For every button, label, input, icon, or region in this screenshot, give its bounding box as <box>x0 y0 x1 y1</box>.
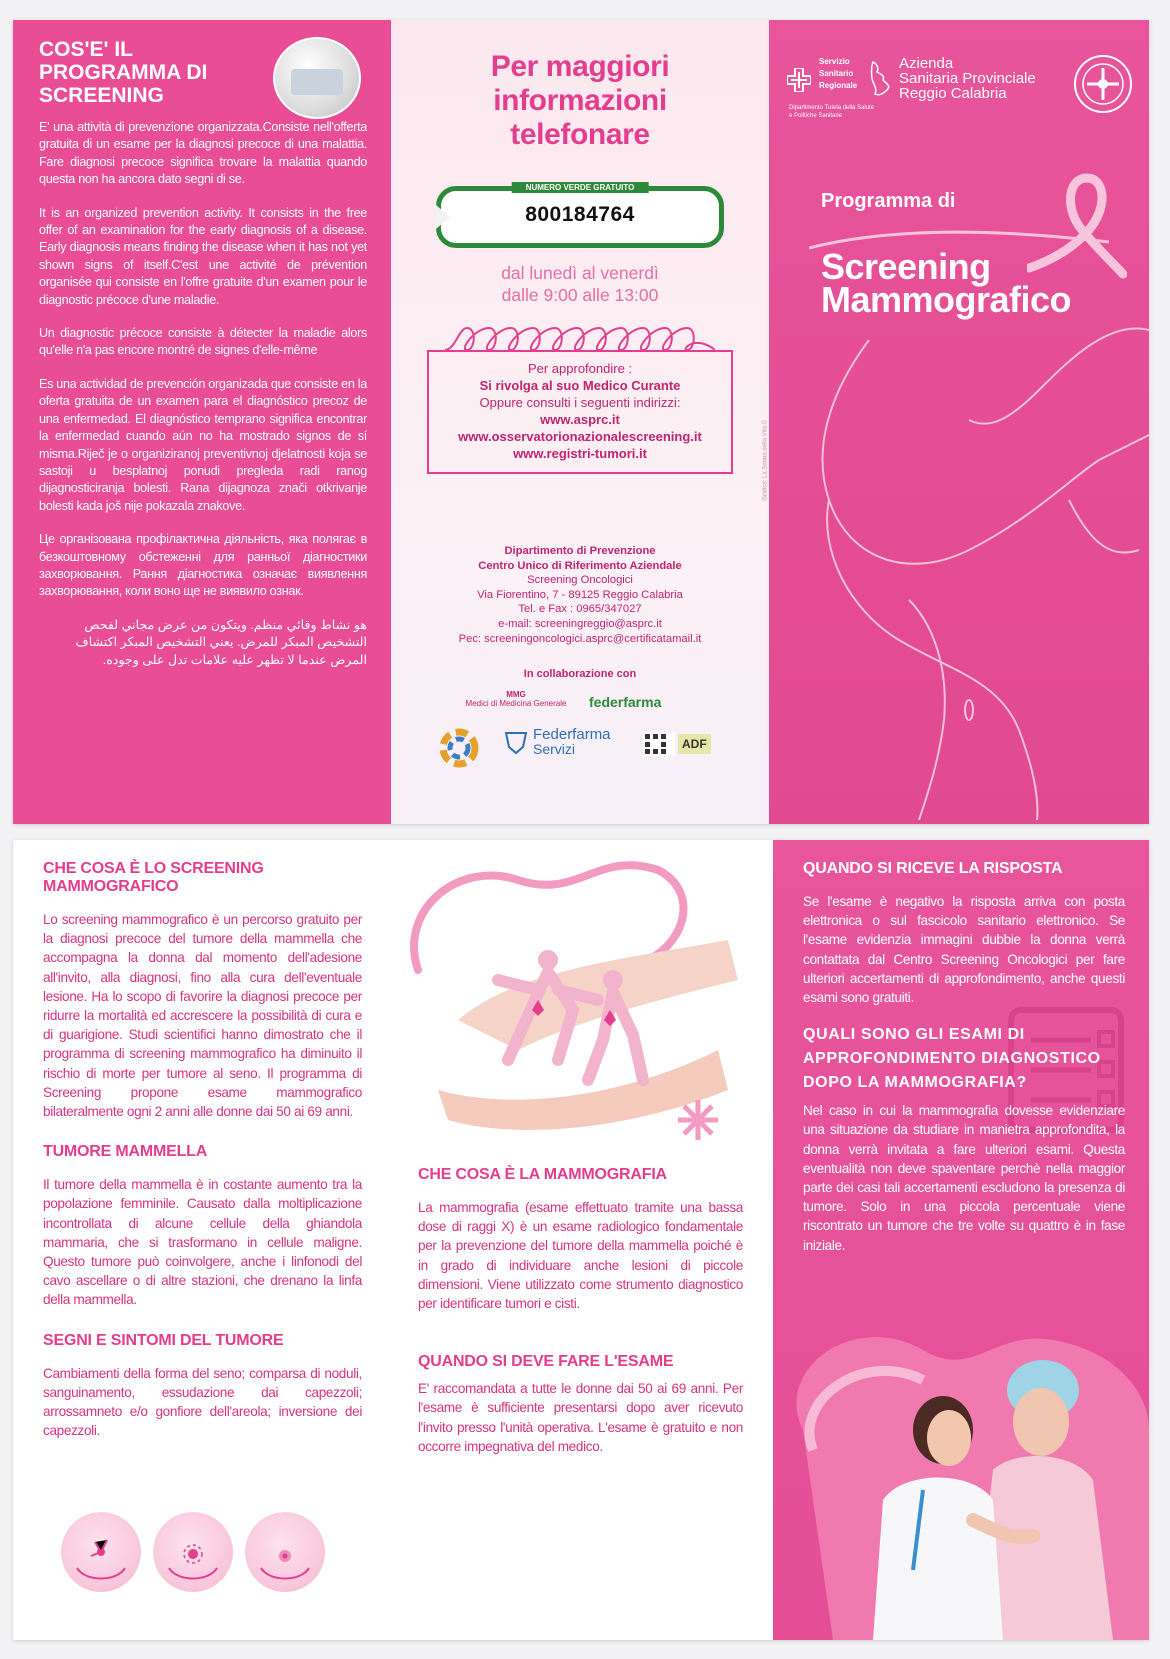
link-osservatorio[interactable]: www.osservatorionazionalescreening.it <box>458 429 702 444</box>
info-doctor: Si rivolga al suo Medico Curante <box>479 378 681 393</box>
female-body-outline-icon <box>769 300 1149 820</box>
text-what-is-screening: Lo screening mammografico è un percorso gratuito per la diagnosi precoce del tumore della mammella che accompagna la donna dal momento dell'adesione all'invito, alla diagnosi, fino alla cura dell'eventuale lesione. Ha lo scopo di favorire la diagnosi precoce per ridurre la mortalità ed accrescere la possibilità di cura e di guarigione. Studi scientifici hanno dimostrato che il programma di screening mammografico ha diminuito il rischio di morte per tumore al seno. Il programma di Screening propone esame mammografico bilateralmente ogni 2 anni alle donne dai 50 ai 69 anni. <box>43 912 362 1120</box>
health-authority-name: Azienda Sanitaria Provinciale Reggio Calabria <box>899 55 1036 102</box>
text-italian: E' una attività di prevenzione organizzata.Consiste nell'offerta gratuita di un esame per la diagnosi precoce di una malattia. Fare diagnosi precoce significa trovare la malattia quando questa non ha ancora dato segni di se. <box>39 120 367 187</box>
cover-title-line1: Screening <box>821 246 991 287</box>
toll-free-number-box <box>436 183 724 248</box>
cover-title-line2: Mammografico <box>821 279 1072 320</box>
opening-hours <box>421 262 739 306</box>
text-when-exam: E' raccomandata a tutte le donne dai 50 ai 69 anni. Per l'esame è sufficiente presentarsi dopo aver ricevuto l'invito presso l'unità operativa. L'esame è gratuito e non occorre impegnativa del medico. <box>418 1381 743 1454</box>
text-when-result: Se l'esame è negativo la risposta arriva con posta elettronica o sul fascicolo sanitario elettronico. Se l'esame evidenzia immagini dubbie la donna verrà contattata dal Centro Screening Oncologici per fare ulteriori accertamenti di approfondimento, anche questi esami sono gratuiti. <box>803 894 1125 1006</box>
dept-pec[interactable]: Pec: screeningoncologici.asprc@certificatamail.it <box>458 632 702 645</box>
doctor-writing-photo <box>273 37 361 119</box>
breast-lump-icon <box>61 1512 141 1592</box>
brochure-inside <box>13 840 1149 1640</box>
wellbeing-circle-logo-icon <box>433 722 485 772</box>
text-arabic: هو نشاط وقائي منظم. ويتكون من عرض مجاني لفحص التشخيص المبكر للمرض. يعني التشخيص المبكر اكتشاف المرض عندما لا تظهر عليه علامات تدل على وجوده. <box>75 617 367 667</box>
symptom-circle-2 <box>153 1512 233 1592</box>
text-breast-tumor: Il tumore della mammella è in costante aumento tra la popolazione femminile. Causato dalla moltiplicazione incontrollata di alcune cellule della ghiandola mammaria, che si trasformano in cellule maligne. Questo tumore può coinvolgere, anche i linfonodi del cavo ascellare o di altre stazioni, che drenano la linfa della mammella. <box>43 1177 362 1308</box>
toll-free-number[interactable]: 800184764 <box>525 203 635 226</box>
calabria-map-icon <box>869 60 893 98</box>
opening-times: dalle 9:00 alle 13:00 <box>501 285 659 305</box>
link-asprc[interactable]: www.asprc.it <box>540 412 620 427</box>
logo-adf: ADF <box>643 732 711 756</box>
dept-unit: Screening Oncologici <box>527 574 633 587</box>
heading-screening-program: COS'E' IL PROGRAMMA DI SCREENING <box>39 38 208 107</box>
dept-center: Centro Unico di Riferimento Aziendale <box>478 559 682 572</box>
federfarma-shield-icon <box>503 729 529 755</box>
heading-when-result: QUANDO SI RICEVE LA RISPOSTA <box>803 860 1063 877</box>
symptom-circle-3 <box>245 1512 325 1592</box>
hands-holding-figures-illustration <box>398 850 748 1140</box>
mammography-section <box>418 1166 743 1456</box>
panel-cover <box>769 20 1149 824</box>
heading-signs-symptoms: SEGNI E SINTOMI DEL TUMORE <box>43 1331 284 1349</box>
panel-mammography <box>388 840 773 1640</box>
department-contacts <box>421 544 739 646</box>
adf-grid-icon <box>643 732 675 756</box>
logo-federfarma-servizi: Federfarma Servizi <box>503 728 611 756</box>
heading-when-exam: QUANDO SI DEVE FARE L'ESAME <box>418 1353 674 1371</box>
text-french: Un diagnostic précoce consiste à détecter la maladie alors qu'elle n'a pas encore montré de signes d'elle-même <box>39 326 367 358</box>
link-registri-tumori[interactable]: www.registri-tumori.it <box>513 446 647 461</box>
breast-nipple-icon <box>153 1512 233 1592</box>
further-info-box <box>427 350 733 474</box>
heading-what-is-mammography: CHE COSA È LA MAMMOGRAFIA <box>418 1166 667 1183</box>
regional-health-cross-icon <box>787 68 811 92</box>
logo-federfarma: federfarma <box>589 694 662 711</box>
breast-redness-icon <box>245 1512 325 1592</box>
symptom-circle-1 <box>61 1512 141 1592</box>
panel-screening-info <box>13 20 391 824</box>
text-what-is-mammography: La mammografia (esame effettuato tramite una bassa dose di raggi X) è un esame radiologico fondamentale per la prevenzione del tumore della mammella poiché è in grado di individuare anche lesioni di piccole dimensioni. Viene utilizzato come strumento diagnostico per identificare tumori e cisti. <box>418 1200 743 1312</box>
heading-further-exams: QUALI SONO GLI ESAMI DI APPROFONDIMENTO DIAGNOSTICO DOPO LA MAMMOGRAFIA? <box>803 1026 1101 1092</box>
opening-days: dal lunedì al venerdì <box>501 263 659 283</box>
graphic-credit: Grafica: La Senna della Vita © <box>763 420 769 501</box>
heading-what-is-screening: CHE COSA È LO SCREENING MAMMOGRAFICO <box>43 860 264 895</box>
text-ukrainian: Це організована профілактична діяльність, яка полягає в безкоштовному обстеженні для ранньої діагностики захворювання. Рання діагностика означає виявлення захворювання, коли воно ще не виявило ознак. <box>39 532 367 599</box>
brochure-outside <box>13 20 1149 824</box>
symptom-illustrations <box>61 1512 341 1594</box>
info-intro: Per approfondire : <box>527 361 633 376</box>
logo-mmg: MMG Medici di Medicina Generale <box>465 690 567 709</box>
health-department-label: Dipartimento Tutela della Salute e Politiche Sanitarie <box>789 105 875 119</box>
text-spanish-croatian: Es una actividad de prevención organizada que consiste en la oferta gratuita de un examen para el diagnóstico precoz de una enfermedad. El diagnóstico temprano significa encontrar la enfermedad cuando aún no ha mostrado signos de sí misma.Riječ je o organiziranoj preventivnoj djelatnosti koja se sastoji u besplatnoj ponudi pregleda radi ranog dijagnosticiranja bolesti. Rana dijagnoza znači otkrivanje bolesti kada još nije pokazala znakove. <box>39 376 367 513</box>
panel-screening-details <box>13 840 388 1640</box>
info-addresses: Oppure consulti i seguenti indirizzi: <box>479 395 681 410</box>
heading-more-info: Per maggiori informazioni telefonare <box>490 50 670 151</box>
panel-contacts <box>391 20 769 824</box>
collaboration-label: In collaborazione con <box>523 668 637 681</box>
text-further-exams: Nel caso in cui la mammografia dovesse evidenziare una situazione da studiare in manietra approfondita, la donna verrà invitata a fare ulteriori esami. Questa eventualità non deve spaventare perchè nella maggior parte dei casi tali accertamenti escludono la presenza di tumore. Solo in una piccola percentuale viene riscontrato un tumore che tre volte su quattro è in fase iniziale. <box>803 1103 1125 1253</box>
dept-email[interactable]: e-mail: screeningreggio@asprc.it <box>498 617 662 630</box>
regional-service-label: Servizio Sanitario Regionale <box>819 57 858 90</box>
panel-results <box>773 840 1149 1640</box>
province-seal-icon <box>1073 54 1133 114</box>
text-signs-symptoms: Cambiamenti della forma del seno; comparsa di noduli, sanguinamento, essudazione dai capezzoli; arrossamneto e/o gonfiore dell'areola; inversione dei capezzoli. <box>43 1365 362 1439</box>
text-english-french: It is an organized prevention activity. It consists in the free offer of an examination for the early diagnosis of a disease. Early diagnosis means finding the disease when it has not yet shown signs of itself.C'est une activité de prévention organisée qui consiste en l'offre gratuite d'un examen pour le diagnostic précoce d'une maladie. <box>39 205 367 307</box>
program-label: Programma di <box>821 190 956 212</box>
dept-address: Via Fiorentino, 7 - 89125 Reggio Calabria <box>477 588 683 601</box>
partner-logos <box>421 688 739 778</box>
dept-phone[interactable]: Tel. e Fax : 0965/347027 <box>518 603 642 616</box>
dept-name: Dipartimento di Prevenzione <box>504 545 656 557</box>
toll-free-label: NUMERO VERDE GRATUITO <box>512 182 649 193</box>
heading-breast-tumor: TUMORE MAMMELLA <box>43 1143 208 1161</box>
mammography-exam-photo <box>773 1310 1149 1640</box>
